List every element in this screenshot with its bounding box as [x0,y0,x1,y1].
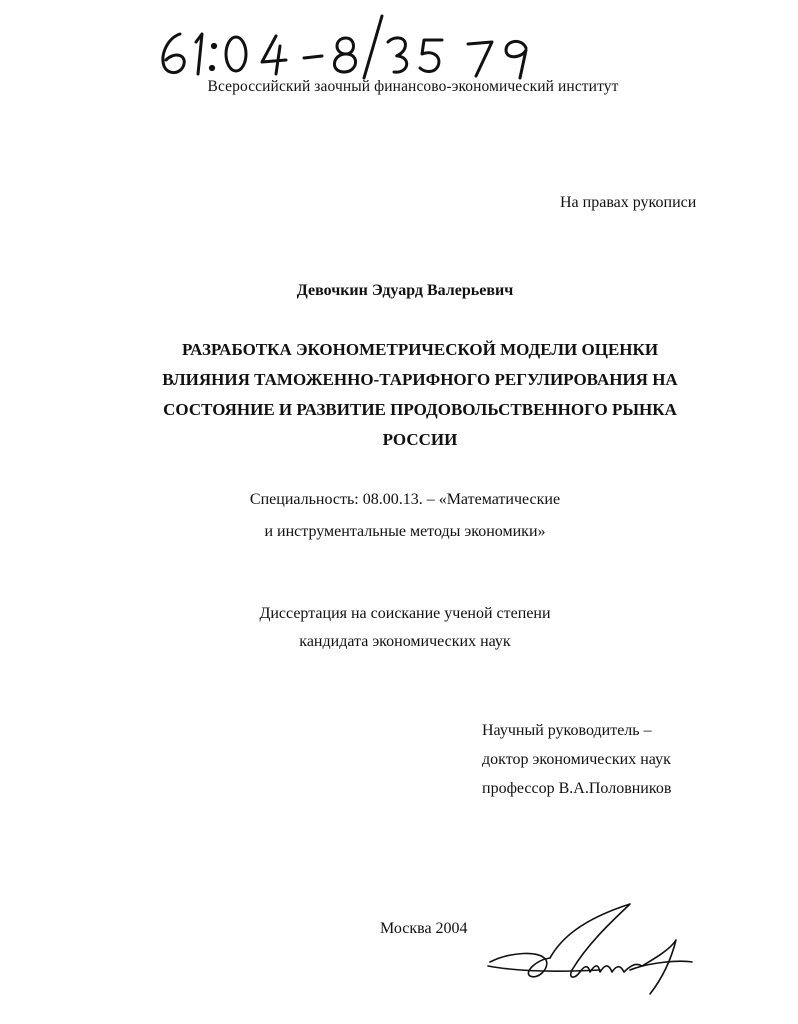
city-year: Москва 2004 [380,920,468,937]
supervisor-name: профессор В.А.Половников [482,780,672,797]
thesis-title [130,335,710,455]
degree-block [0,600,798,656]
signature-image [480,900,700,1000]
thesis-title-line: РАЗРАБОТКА ЭКОНОМЕТРИЧЕСКОЙ МОДЕЛИ ОЦЕНКИ [181,340,659,359]
supervisor-block [482,716,671,803]
supervisor-degree: доктор экономических наук [482,751,671,768]
author-name: Девочкин Эдуард Валерьевич [296,282,514,299]
thesis-title-line: РОССИИ [382,430,458,449]
archive-code-handwritten [150,12,550,82]
thesis-title-line: СОСТОЯНИЕ И РАЗВИТИЕ ПРОДОВОЛЬСТВЕННОГО РЫНКА [163,400,677,419]
degree-line: Диссертация на соискание ученой степени [259,605,551,622]
manuscript-note: На правах рукописи [560,194,697,211]
archive-code-handwritten-image [150,12,550,82]
supervisor-role: Научный руководитель – [482,722,652,739]
signature [480,900,700,1000]
specialty-line: Специальность: 08.00.13. – «Математические [249,491,561,508]
specialty-line: и инструментальные методы экономики» [264,523,546,540]
thesis-title-line: ВЛИЯНИЯ ТАМОЖЕННО-ТАРИФНОГО РЕГУЛИРОВАНИЯ НА [162,370,678,389]
degree-line: кандидата экономических наук [299,633,511,650]
specialty-block [0,484,798,548]
institution-name: Всероссийский заочный финансово-экономический институт [207,78,619,95]
